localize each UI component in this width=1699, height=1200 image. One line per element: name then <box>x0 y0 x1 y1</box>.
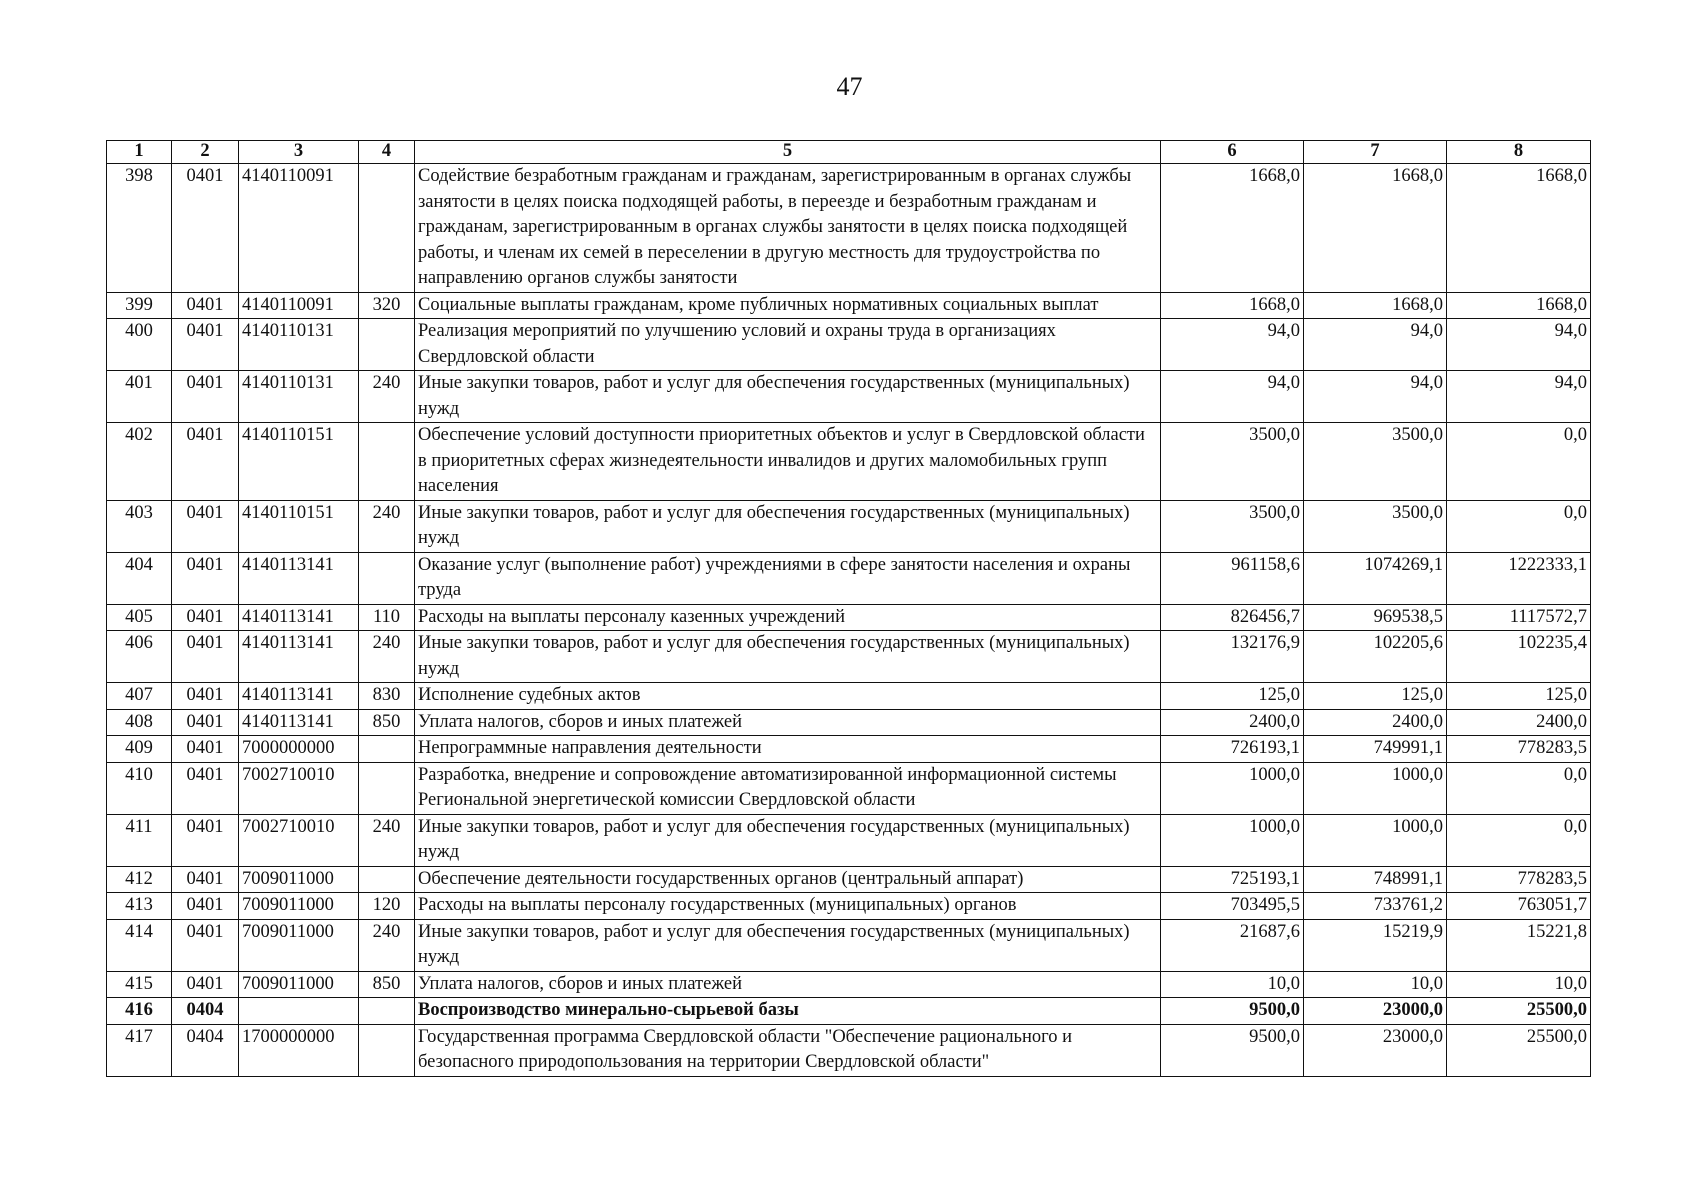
section-code-cell: 0401 <box>172 709 239 736</box>
section-code-cell: 0404 <box>172 1024 239 1076</box>
target-code-cell: 7002710010 <box>239 762 359 814</box>
table-row <box>107 292 1591 319</box>
amount-col-7-cell: 23000,0 <box>1304 998 1447 1025</box>
row-number-cell: 407 <box>107 683 172 710</box>
row-number-cell: 402 <box>107 423 172 501</box>
row-number-cell: 406 <box>107 631 172 683</box>
target-code-cell: 7009011000 <box>239 866 359 893</box>
amount-col-8-cell: 0,0 <box>1447 500 1591 552</box>
target-code-cell: 4140110091 <box>239 292 359 319</box>
amount-col-6-cell: 9500,0 <box>1161 1024 1304 1076</box>
amount-col-7-cell: 969538,5 <box>1304 604 1447 631</box>
expense-type-cell: 240 <box>359 919 415 971</box>
amount-col-8-cell: 778283,5 <box>1447 736 1591 763</box>
description-cell: Уплата налогов, сборов и иных платежей <box>415 709 1161 736</box>
amount-col-8-cell: 2400,0 <box>1447 709 1591 736</box>
row-number-cell: 414 <box>107 919 172 971</box>
amount-col-7-cell: 749991,1 <box>1304 736 1447 763</box>
description-cell: Исполнение судебных актов <box>415 683 1161 710</box>
target-code-cell: 4140113141 <box>239 552 359 604</box>
header-col-2: 2 <box>172 141 239 164</box>
section-code-cell: 0401 <box>172 371 239 423</box>
expense-type-cell: 240 <box>359 631 415 683</box>
row-number-cell: 404 <box>107 552 172 604</box>
table-row <box>107 919 1591 971</box>
expense-type-cell <box>359 319 415 371</box>
amount-col-6-cell: 10,0 <box>1161 971 1304 998</box>
description-cell: Социальные выплаты гражданам, кроме публичных нормативных социальных выплат <box>415 292 1161 319</box>
section-code-cell: 0401 <box>172 919 239 971</box>
description-cell: Иные закупки товаров, работ и услуг для обеспечения государственных (муниципальных) нужд <box>415 631 1161 683</box>
section-code-cell: 0401 <box>172 292 239 319</box>
amount-col-8-cell: 1668,0 <box>1447 292 1591 319</box>
expense-type-cell <box>359 552 415 604</box>
header-col-6: 6 <box>1161 141 1304 164</box>
row-number-cell: 408 <box>107 709 172 736</box>
header-col-5: 5 <box>415 141 1161 164</box>
description-cell: Расходы на выплаты персоналу казенных учреждений <box>415 604 1161 631</box>
table-row <box>107 1024 1591 1076</box>
description-cell: Содействие безработным гражданам и гражданам, зарегистрированным в органах службы занятости в целях поиска подходящей работы, в переезде и безработным гражданам и гражданам, зарегистрированным в органах службы занятости в целях поиска подходящей работы, и членам их семей в переселении в другую местность для трудоустройства по направлению органов службы занятости <box>415 164 1161 293</box>
target-code-cell: 4140110091 <box>239 164 359 293</box>
table-row <box>107 893 1591 920</box>
amount-col-8-cell: 778283,5 <box>1447 866 1591 893</box>
row-number-cell: 401 <box>107 371 172 423</box>
section-code-cell: 0404 <box>172 998 239 1025</box>
expense-type-cell: 110 <box>359 604 415 631</box>
section-code-cell: 0401 <box>172 814 239 866</box>
row-number-cell: 415 <box>107 971 172 998</box>
amount-col-7-cell: 2400,0 <box>1304 709 1447 736</box>
amount-col-7-cell: 1074269,1 <box>1304 552 1447 604</box>
row-number-cell: 417 <box>107 1024 172 1076</box>
amount-col-7-cell: 3500,0 <box>1304 423 1447 501</box>
amount-col-6-cell: 94,0 <box>1161 319 1304 371</box>
amount-col-7-cell: 3500,0 <box>1304 500 1447 552</box>
amount-col-8-cell: 25500,0 <box>1447 1024 1591 1076</box>
row-number-cell: 410 <box>107 762 172 814</box>
table-row <box>107 319 1591 371</box>
amount-col-6-cell: 2400,0 <box>1161 709 1304 736</box>
amount-col-7-cell: 1000,0 <box>1304 814 1447 866</box>
table-row <box>107 814 1591 866</box>
amount-col-8-cell: 25500,0 <box>1447 998 1591 1025</box>
table-row <box>107 683 1591 710</box>
target-code-cell: 1700000000 <box>239 1024 359 1076</box>
section-code-cell: 0401 <box>172 552 239 604</box>
amount-col-6-cell: 132176,9 <box>1161 631 1304 683</box>
target-code-cell: 4140113141 <box>239 604 359 631</box>
target-code-cell: 7009011000 <box>239 893 359 920</box>
target-code-cell: 4140110151 <box>239 423 359 501</box>
description-cell: Обеспечение деятельности государственных органов (центральный аппарат) <box>415 866 1161 893</box>
description-cell: Разработка, внедрение и сопровождение автоматизированной информационной системы Региональной энергетической комиссии Свердловской области <box>415 762 1161 814</box>
section-code-cell: 0401 <box>172 631 239 683</box>
target-code-cell: 7009011000 <box>239 971 359 998</box>
amount-col-7-cell: 102205,6 <box>1304 631 1447 683</box>
amount-col-7-cell: 1668,0 <box>1304 292 1447 319</box>
table-row <box>107 762 1591 814</box>
table-row <box>107 371 1591 423</box>
amount-col-8-cell: 94,0 <box>1447 319 1591 371</box>
expense-type-cell <box>359 164 415 293</box>
amount-col-8-cell: 10,0 <box>1447 971 1591 998</box>
amount-col-6-cell: 125,0 <box>1161 683 1304 710</box>
table-row <box>107 998 1591 1025</box>
amount-col-7-cell: 1000,0 <box>1304 762 1447 814</box>
section-code-cell: 0401 <box>172 319 239 371</box>
amount-col-8-cell: 0,0 <box>1447 814 1591 866</box>
description-cell: Уплата налогов, сборов и иных платежей <box>415 971 1161 998</box>
expense-type-cell: 320 <box>359 292 415 319</box>
description-cell: Воспроизводство минерально-сырьевой базы <box>415 998 1161 1025</box>
amount-col-7-cell: 15219,9 <box>1304 919 1447 971</box>
expense-type-cell: 240 <box>359 814 415 866</box>
target-code-cell <box>239 998 359 1025</box>
table-row <box>107 631 1591 683</box>
amount-col-6-cell: 725193,1 <box>1161 866 1304 893</box>
amount-col-8-cell: 125,0 <box>1447 683 1591 710</box>
section-code-cell: 0401 <box>172 762 239 814</box>
amount-col-7-cell: 748991,1 <box>1304 866 1447 893</box>
target-code-cell: 4140113141 <box>239 709 359 736</box>
section-code-cell: 0401 <box>172 893 239 920</box>
target-code-cell: 4140113141 <box>239 683 359 710</box>
amount-col-8-cell: 1117572,7 <box>1447 604 1591 631</box>
amount-col-6-cell: 826456,7 <box>1161 604 1304 631</box>
row-number-cell: 398 <box>107 164 172 293</box>
table-header-row <box>107 141 1591 164</box>
target-code-cell: 7002710010 <box>239 814 359 866</box>
table-row <box>107 736 1591 763</box>
target-code-cell: 4140110131 <box>239 319 359 371</box>
expense-type-cell: 850 <box>359 971 415 998</box>
description-cell: Иные закупки товаров, работ и услуг для обеспечения государственных (муниципальных) нужд <box>415 814 1161 866</box>
amount-col-7-cell: 94,0 <box>1304 371 1447 423</box>
target-code-cell: 4140113141 <box>239 631 359 683</box>
amount-col-8-cell: 94,0 <box>1447 371 1591 423</box>
section-code-cell: 0401 <box>172 736 239 763</box>
amount-col-8-cell: 1222333,1 <box>1447 552 1591 604</box>
amount-col-7-cell: 125,0 <box>1304 683 1447 710</box>
row-number-cell: 400 <box>107 319 172 371</box>
row-number-cell: 411 <box>107 814 172 866</box>
header-col-7: 7 <box>1304 141 1447 164</box>
table-body <box>107 164 1591 1077</box>
section-code-cell: 0401 <box>172 971 239 998</box>
description-cell: Иные закупки товаров, работ и услуг для обеспечения государственных (муниципальных) нужд <box>415 371 1161 423</box>
target-code-cell: 7000000000 <box>239 736 359 763</box>
amount-col-7-cell: 10,0 <box>1304 971 1447 998</box>
target-code-cell: 4140110131 <box>239 371 359 423</box>
amount-col-6-cell: 726193,1 <box>1161 736 1304 763</box>
header-col-1: 1 <box>107 141 172 164</box>
amount-col-8-cell: 15221,8 <box>1447 919 1591 971</box>
section-code-cell: 0401 <box>172 604 239 631</box>
expense-type-cell <box>359 423 415 501</box>
section-code-cell: 0401 <box>172 683 239 710</box>
expense-type-cell: 240 <box>359 500 415 552</box>
section-code-cell: 0401 <box>172 423 239 501</box>
row-number-cell: 413 <box>107 893 172 920</box>
expense-type-cell <box>359 866 415 893</box>
description-cell: Непрограммные направления деятельности <box>415 736 1161 763</box>
header-col-8: 8 <box>1447 141 1591 164</box>
page-number: 47 <box>836 72 863 101</box>
expense-type-cell: 240 <box>359 371 415 423</box>
table-row <box>107 164 1591 293</box>
description-cell: Иные закупки товаров, работ и услуг для обеспечения государственных (муниципальных) нужд <box>415 919 1161 971</box>
table-row <box>107 866 1591 893</box>
description-cell: Реализация мероприятий по улучшению условий и охраны труда в организациях Свердловской области <box>415 319 1161 371</box>
amount-col-6-cell: 9500,0 <box>1161 998 1304 1025</box>
amount-col-6-cell: 961158,6 <box>1161 552 1304 604</box>
budget-table <box>106 140 1591 1077</box>
row-number-cell: 409 <box>107 736 172 763</box>
section-code-cell: 0401 <box>172 500 239 552</box>
expense-type-cell <box>359 998 415 1025</box>
description-cell: Оказание услуг (выполнение работ) учреждениями в сфере занятости населения и охраны труда <box>415 552 1161 604</box>
target-code-cell: 4140110151 <box>239 500 359 552</box>
target-code-cell: 7009011000 <box>239 919 359 971</box>
expense-type-cell: 120 <box>359 893 415 920</box>
amount-col-8-cell: 1668,0 <box>1447 164 1591 293</box>
section-code-cell: 0401 <box>172 164 239 293</box>
expense-type-cell <box>359 736 415 763</box>
description-cell: Иные закупки товаров, работ и услуг для обеспечения государственных (муниципальных) нужд <box>415 500 1161 552</box>
description-cell: Государственная программа Свердловской области "Обеспечение рационального и безопасного природопользования на территории Свердловской области" <box>415 1024 1161 1076</box>
amount-col-6-cell: 1000,0 <box>1161 814 1304 866</box>
row-number-cell: 416 <box>107 998 172 1025</box>
expense-type-cell: 830 <box>359 683 415 710</box>
table-row <box>107 604 1591 631</box>
amount-col-8-cell: 0,0 <box>1447 762 1591 814</box>
amount-col-8-cell: 763051,7 <box>1447 893 1591 920</box>
header-col-3: 3 <box>239 141 359 164</box>
description-cell: Обеспечение условий доступности приоритетных объектов и услуг в Свердловской области в приоритетных сферах жизнедеятельности инвалидов и других маломобильных групп населения <box>415 423 1161 501</box>
amount-col-7-cell: 23000,0 <box>1304 1024 1447 1076</box>
table-row <box>107 423 1591 501</box>
amount-col-6-cell: 1668,0 <box>1161 292 1304 319</box>
amount-col-6-cell: 1668,0 <box>1161 164 1304 293</box>
amount-col-8-cell: 0,0 <box>1447 423 1591 501</box>
amount-col-7-cell: 1668,0 <box>1304 164 1447 293</box>
row-number-cell: 412 <box>107 866 172 893</box>
amount-col-6-cell: 94,0 <box>1161 371 1304 423</box>
expense-type-cell <box>359 762 415 814</box>
amount-col-7-cell: 94,0 <box>1304 319 1447 371</box>
amount-col-7-cell: 733761,2 <box>1304 893 1447 920</box>
amount-col-6-cell: 1000,0 <box>1161 762 1304 814</box>
amount-col-8-cell: 102235,4 <box>1447 631 1591 683</box>
expense-type-cell <box>359 1024 415 1076</box>
table-row <box>107 552 1591 604</box>
table-row <box>107 709 1591 736</box>
amount-col-6-cell: 3500,0 <box>1161 500 1304 552</box>
row-number-cell: 399 <box>107 292 172 319</box>
row-number-cell: 405 <box>107 604 172 631</box>
amount-col-6-cell: 703495,5 <box>1161 893 1304 920</box>
description-cell: Расходы на выплаты персоналу государственных (муниципальных) органов <box>415 893 1161 920</box>
section-code-cell: 0401 <box>172 866 239 893</box>
amount-col-6-cell: 3500,0 <box>1161 423 1304 501</box>
table-row <box>107 500 1591 552</box>
header-col-4: 4 <box>359 141 415 164</box>
row-number-cell: 403 <box>107 500 172 552</box>
amount-col-6-cell: 21687,6 <box>1161 919 1304 971</box>
expense-type-cell: 850 <box>359 709 415 736</box>
table-row <box>107 971 1591 998</box>
